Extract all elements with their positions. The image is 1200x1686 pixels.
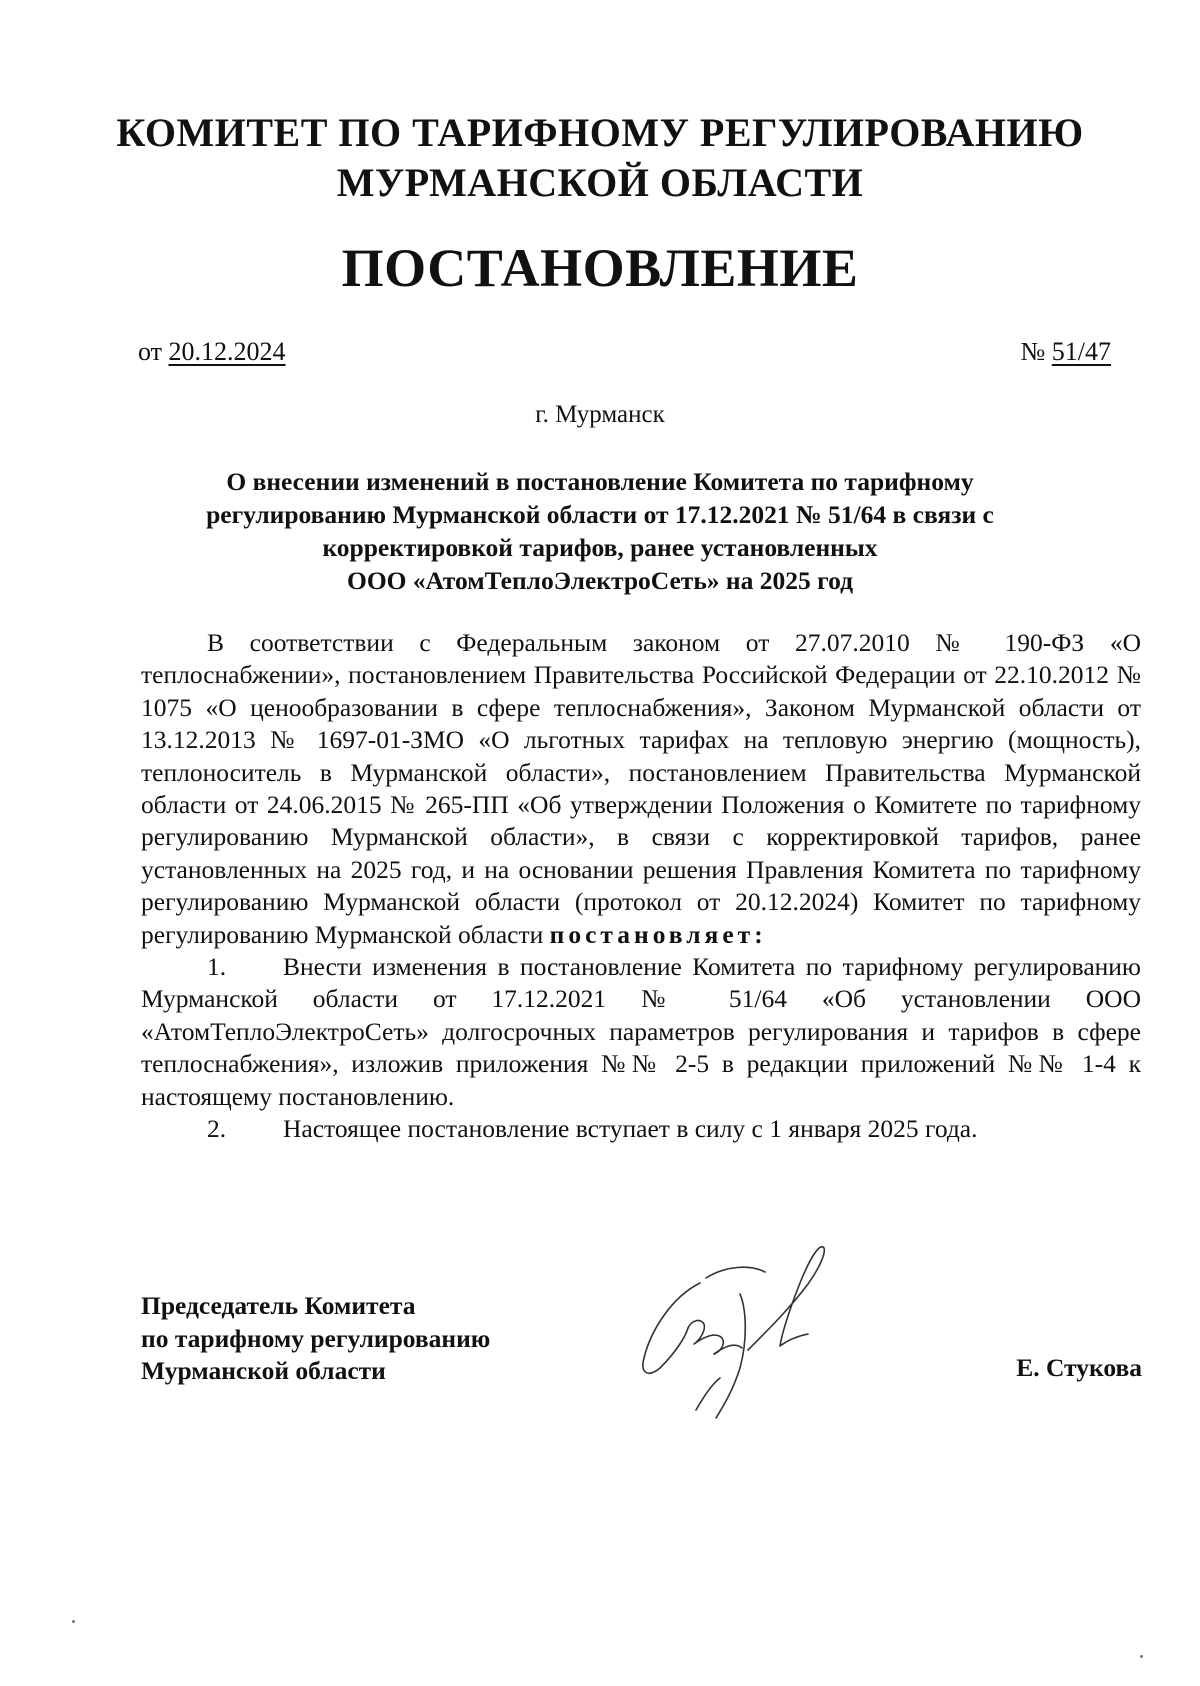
preamble-paragraph bbox=[141, 627, 1141, 951]
list-item bbox=[141, 1113, 1141, 1145]
signatory-title-line-2: по тарифному регулированию bbox=[141, 1323, 491, 1353]
preamble-text: В соответствии с Федеральным законом от 27.07.2010 № 190-ФЗ «О теплоснабжении», постановлением Правительства Российской Федерации от 22.10.2012 № 1075 «О ценообразовании в сфере теплоснабжения», Законом Мурманской области от 13.12.2013 № 1697-01-ЗМО «О льготных тарифах на тепловую энергию (мощность), теплоноситель в Мурманской области», постановлением Правительства Мурманской области от 24.06.2015 № 265-ПП «Об утверждении Положения о Комитете по тарифному регулированию Мурманской области», в связи с корректировкой тарифов, ранее установленных на 2025 год, и на основании решения Правления Комитета по тарифному регулированию Мурманской области (протокол от 20.12.2024) Комитет по тарифному регулированию Мурманской области bbox=[141, 628, 1141, 949]
item-text: Внести изменения в постановление Комитета по тарифному регулированию Мурманской области от 17.12.2021 № 51/64 «Об установлении ООО «АтомТеплоЭлектроСеть» долгосрочных параметров регулирования и тарифов в сфере теплоснабжения», изложив приложения №№ 2-5 в редакции приложений №№ 1-4 к настоящему постановлению. bbox=[141, 952, 1141, 1111]
item-number: 2. bbox=[207, 1114, 227, 1144]
scan-speck bbox=[1140, 1655, 1143, 1658]
org-line-2: МУРМАНСКОЙ ОБЛАСТИ bbox=[336, 160, 864, 205]
decree-word: постановляет: bbox=[549, 919, 767, 949]
signatory-title-line-1: Председатель Комитета bbox=[141, 1291, 416, 1320]
document-subject bbox=[150, 465, 1050, 597]
document-date bbox=[138, 337, 286, 367]
item-text: Настоящее постановление вступает в силу с 1 января 2025 года. bbox=[283, 1114, 978, 1144]
subject-line-3: корректировкой тарифов, ранее установленных bbox=[322, 533, 878, 562]
document-number bbox=[1020, 337, 1111, 367]
date-value: 20.12.2024 bbox=[168, 337, 286, 366]
handwritten-signature bbox=[630, 1228, 880, 1423]
item-number: 1. bbox=[207, 952, 227, 982]
number-prefix: № bbox=[1020, 337, 1046, 366]
document-body bbox=[141, 627, 1141, 1146]
org-line-1: КОМИТЕТ ПО ТАРИФНОМУ РЕГУЛИРОВАНИЮ bbox=[116, 110, 1084, 155]
date-prefix: от bbox=[138, 337, 163, 366]
signatory-name: Е. Стукова bbox=[1016, 1353, 1142, 1382]
document-type-title: ПОСТАНОВЛЕНИЕ bbox=[341, 238, 859, 298]
organization-header bbox=[0, 108, 1200, 208]
signatory-title bbox=[141, 1290, 490, 1388]
signatory-title-line-3: Мурманской области bbox=[141, 1356, 386, 1386]
city-line: г. Мурманск bbox=[535, 401, 665, 428]
number-value: 51/47 bbox=[1051, 337, 1111, 366]
subject-line-1: О внесении изменений в постановление Комитета по тарифному bbox=[226, 467, 974, 496]
scan-speck bbox=[72, 1620, 75, 1623]
list-item bbox=[141, 951, 1141, 1113]
subject-line-4: ООО «АтомТеплоЭлектроСеть» на 2025 год bbox=[347, 566, 853, 595]
subject-line-2: регулированию Мурманской области от 17.12.2021 № 51/64 в связи с bbox=[206, 500, 994, 529]
